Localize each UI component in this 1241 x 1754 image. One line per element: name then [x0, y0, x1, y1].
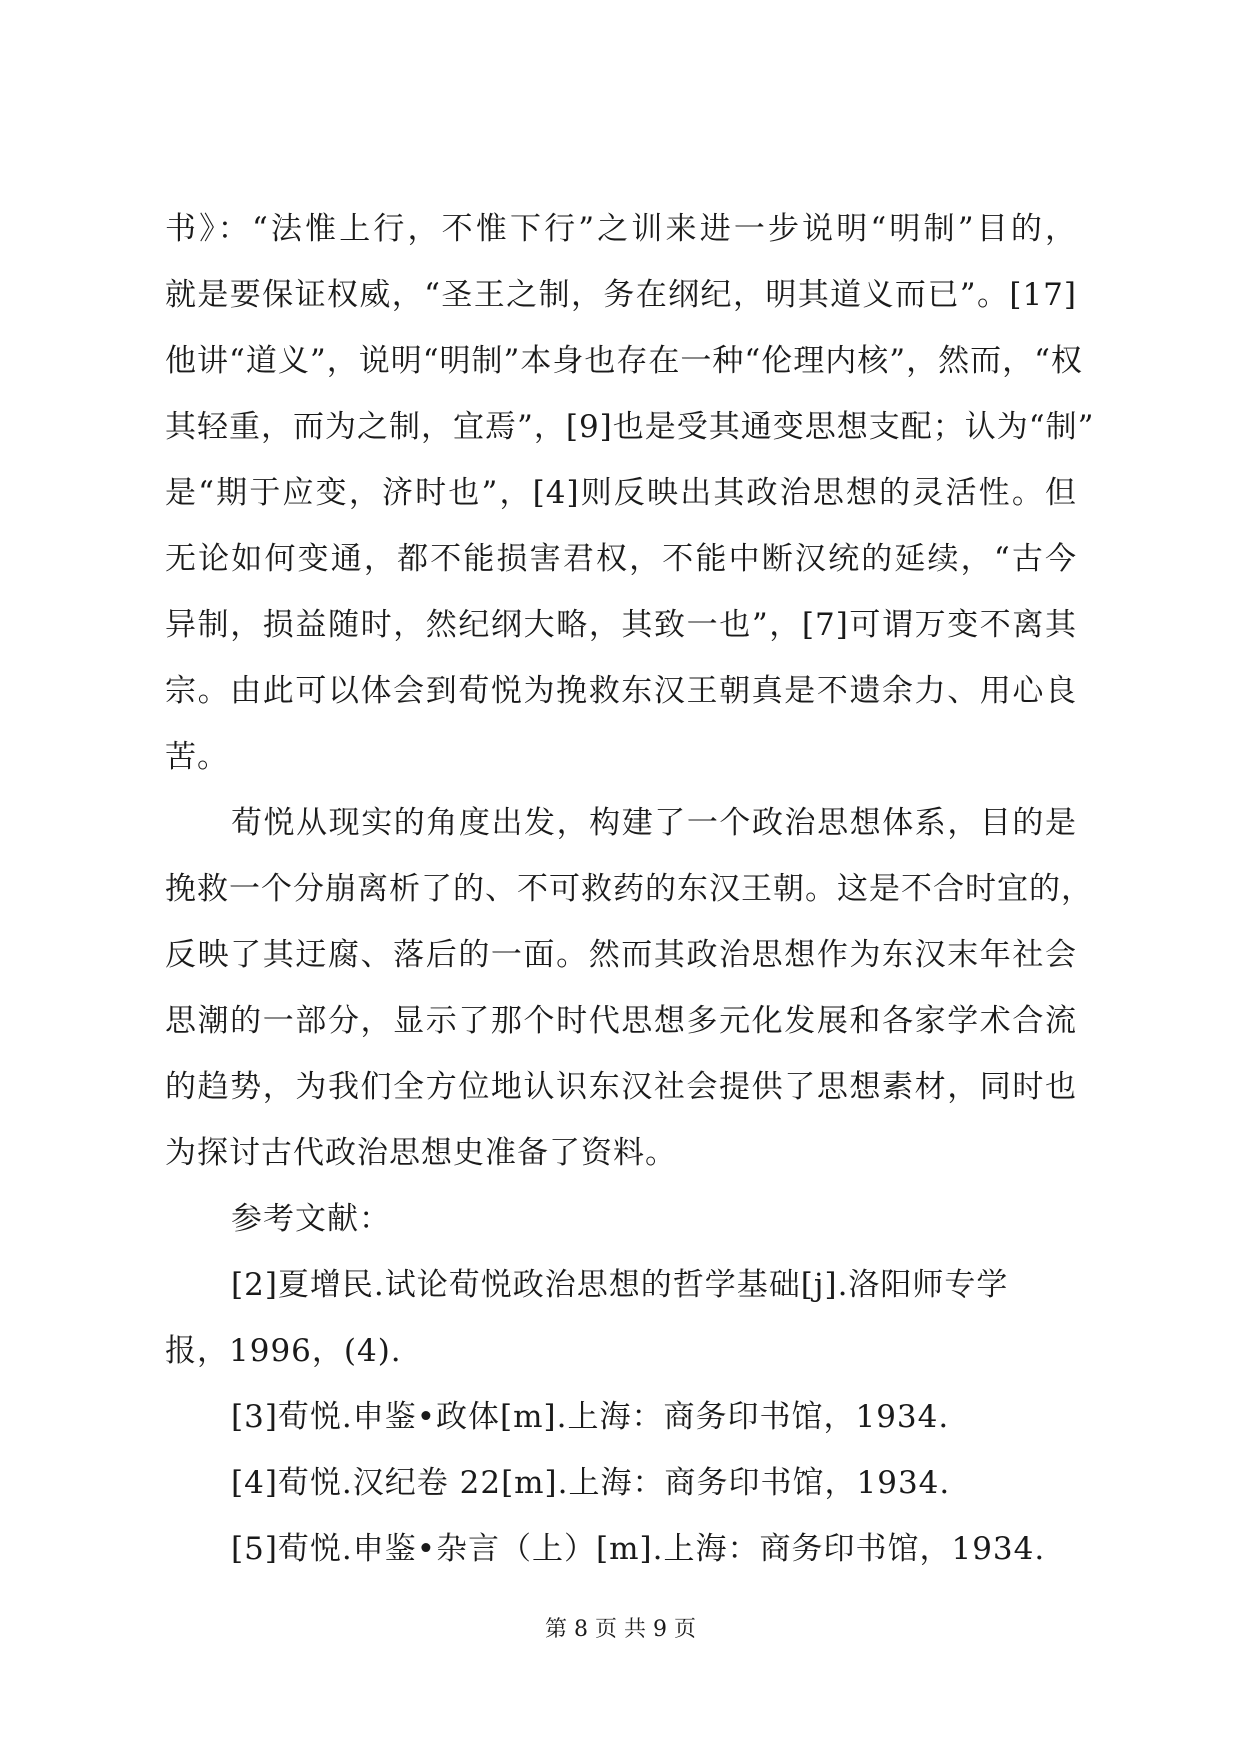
paragraph-line: 无论如何变通，都不能损害君权，不能中断汉统的延续，“古今: [165, 541, 1077, 577]
paragraph-line: 苦。: [165, 739, 229, 775]
reference-item-continuation: 报，1996，(4).: [165, 1333, 402, 1369]
reference-item: [5]荀悦.申鉴•杂言（上）[m].上海：商务印书馆，1934.: [231, 1531, 1046, 1567]
paragraph-line: 他讲“道义”，说明“明制”本身也存在一种“伦理内核”，然而，“权: [165, 343, 1083, 379]
reference-item: [3]荀悦.申鉴•政体[m].上海：商务印书馆，1934.: [231, 1399, 950, 1435]
paragraph-line: 书》：“法惟上行，不惟下行”之训来进一步说明“明制”目的，: [165, 211, 1077, 247]
paragraph-line: 宗。由此可以体会到荀悦为挽救东汉王朝真是不遗余力、用心良: [165, 673, 1077, 709]
paragraph-1: [165, 196, 1095, 790]
references-section: [165, 1186, 1077, 1582]
paragraph-line: 就是要保证权威，“圣王之制，务在纲纪，明其道义而已”。[17]: [165, 277, 1077, 313]
paragraph-line: 荀悦从现实的角度出发，构建了一个政治思想体系，目的是: [231, 805, 1077, 841]
reference-item: [2]夏增民.试论荀悦政治思想的哲学基础[j].洛阳师专学: [231, 1267, 1009, 1303]
reference-item: [4]荀悦.汉纪卷 22[m].上海：商务印书馆，1934.: [231, 1465, 951, 1501]
paragraph-line: 思潮的一部分，显示了那个时代思想多元化发展和各家学术合流: [165, 1003, 1077, 1039]
paragraph-line: 是“期于应变，济时也”，[4]则反映出其政治思想的灵活性。但: [165, 475, 1077, 511]
paragraph-line: 挽救一个分崩离析了的、不可救药的东汉王朝。这是不合时宜的，: [165, 871, 1093, 907]
references-heading: 参考文献：: [231, 1201, 391, 1237]
page-footer: 第 8 页 共 9 页: [545, 1617, 696, 1642]
paragraph-line: 异制，损益随时，然纪纲大略，其致一也”，[7]可谓万变不离其: [165, 607, 1077, 643]
paragraph-line: 为探讨古代政治思想史准备了资料。: [165, 1135, 677, 1171]
paragraph-line: 反映了其迂腐、落后的一面。然而其政治思想作为东汉末年社会: [165, 937, 1077, 973]
paragraph-2: [165, 790, 1093, 1186]
paragraph-line: 其轻重，而为之制，宜焉”，[9]也是受其通变思想支配；认为“制”: [165, 409, 1095, 445]
paragraph-line: 的趋势，为我们全方位地认识东汉社会提供了思想素材，同时也: [165, 1069, 1077, 1105]
